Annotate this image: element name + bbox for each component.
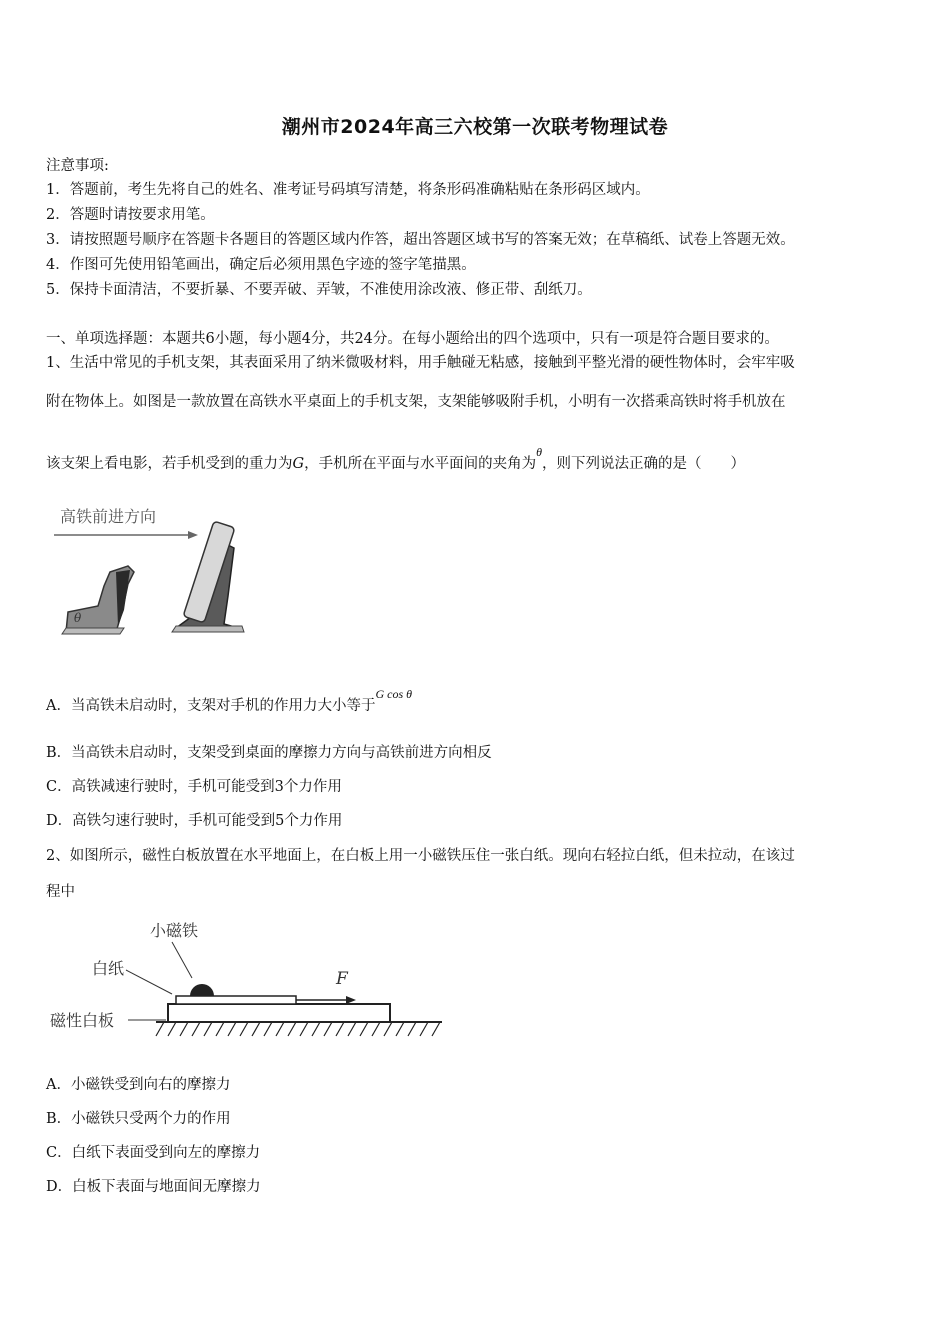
direction-label: 高铁前进方向: [60, 507, 157, 526]
notice-item: 3．请按照题号顺序在答题卡各题目的答题区域内作答，超出答题区域书写的答案无效；在草稿纸、试卷上答题无效。: [46, 232, 795, 248]
magnet-leader: [172, 942, 192, 978]
option-a: A．小磁铁受到向右的摩擦力: [46, 1077, 231, 1093]
option-b: B．当高铁未启动时，支架受到桌面的摩擦力方向与高铁前进方向相反: [46, 745, 492, 761]
notice-item: 5．保持卡面清洁，不要折暴、不要弄破、弄皱，不准使用涂改液、修正带、刮纸刀。: [46, 282, 592, 298]
question-1-text: 1、生活中常见的手机支架，其表面采用了纳米微吸材料，用手触碰无粘感，接触到平整光滑的硬性物体时，会牢牢吸: [46, 355, 795, 371]
question-1-text: 附在物体上。如图是一款放置在高铁水平桌面上的手机支架，支架能够吸附手机，小明有一次搭乘高铁时将手机放在: [46, 394, 786, 410]
paper-leader: [126, 970, 172, 994]
phone-stand-figure: [48, 500, 258, 645]
force-arrow-head: [346, 996, 356, 1004]
option-d: D．高铁匀速行驶时，手机可能受到5个力作用: [46, 813, 343, 829]
page-title: 潮州市2024年高三六校第一次联考物理试卷: [281, 116, 669, 138]
board-label: 磁性白板: [50, 1011, 115, 1030]
force-label: F: [336, 969, 348, 989]
arrow-head: [188, 531, 198, 539]
whiteboard-figure: [46, 912, 446, 1052]
section-heading: 一、单项选择题：本题共6小题，每小题4分，共24分。在每小题给出的四个选项中，只有一项是符合题目要求的。: [46, 331, 779, 347]
ground-hatch: [156, 1022, 440, 1036]
question-2-text: 程中: [46, 884, 75, 900]
option-d: D．白板下表面与地面间无摩擦力: [46, 1179, 261, 1195]
option-c: C．白纸下表面受到向左的摩擦力: [46, 1145, 261, 1161]
whiteboard-shape: [168, 1004, 390, 1022]
notice-item: 2．答题时请按要求用笔。: [46, 207, 215, 223]
option-a: A．当高铁未启动时，支架对手机的作用力大小等于$^{G cos \theta}$: [46, 687, 413, 714]
paper-shape: [176, 996, 296, 1004]
option-c: C．高铁减速行驶时，手机可能受到3个力作用: [46, 779, 342, 795]
notice-item: 1．答题前，考生先将自己的姓名、准考证号码填写清楚，将条形码准确粘贴在条形码区域内。: [46, 182, 650, 198]
notice-heading: 注意事项:: [46, 158, 109, 174]
magnet-shape: [190, 984, 214, 996]
stand-right: [172, 521, 244, 632]
notice-item: 4．作图可先使用铅笔画出，确定后必须用黑色字迹的签字笔描黑。: [46, 257, 476, 273]
stand-left: [62, 566, 134, 634]
option-b: B．小磁铁只受两个力的作用: [46, 1111, 231, 1127]
paper-label: 白纸: [92, 959, 125, 978]
question-2-text: 2、如图所示，磁性白板放置在水平地面上，在白板上用一小磁铁压住一张白纸。现向右轻拉白纸，但未拉动，在该过: [46, 848, 795, 864]
magnet-label: 小磁铁: [150, 921, 199, 940]
angle-label: θ: [74, 611, 82, 625]
question-1-text: 该支架上看电影，若手机受到的重力为G，手机所在平面与水平面间的夹角为$^\theta$，则下列说法正确的是（ ）: [46, 445, 745, 472]
